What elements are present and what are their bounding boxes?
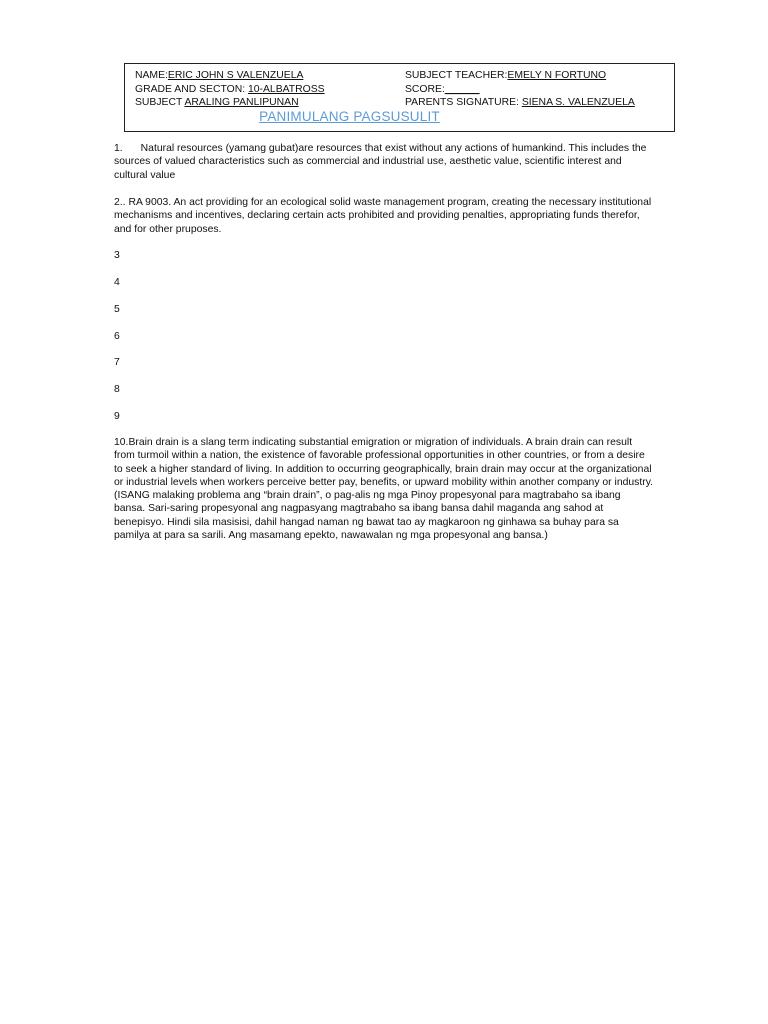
grade-row — [135, 83, 325, 96]
answer-10: 10.Brain drain is a slang term indicating substantial emigration or migration of individuals. A brain drain can result from turmoil within a nation, the existence of favorable professional opportunities in other countries, or from a desire to seek a higher standard of living. In addition to occurring geographically, brain drain may occur at the organizational or industrial levels when workers perceive better pay, benefits, or upward mobility within another company or industry. (ISANG malaking problema ang “brain drain”, o pag-alis ng mga Pinoy propesyonal para magtrabaho sa ibang bansa. Sari-saring propesyonal ang nagpasyang magtrabaho sa ibang bansa dahil maganda ang sahod at benepisyo. Hindi sila masisisi, dahil hangad naman ng bawat tao ay magkaroon ng ginhawa sa buhay para sa pamilya at para sa sarili. Ang masamang epekto, nawawalan ng mga propesyonal ang bansa.) — [114, 437, 654, 542]
item-number-3: 3 — [114, 250, 120, 261]
answer-1 — [114, 142, 654, 182]
score-label: SCORE: — [405, 84, 445, 95]
parents-signature-row — [405, 96, 635, 109]
document-title-text: PANIMULANG PAGSUSULIT — [259, 109, 440, 124]
answer-1-text: Natural resources (yamang gubat)are resources that exist without any actions of humankind. This includes the sources of valued characteristics such as commercial and industrial use, aesthetic value, scientific interest and cultural value — [114, 143, 647, 181]
student-info-box — [124, 63, 675, 132]
item-number-9: 9 — [114, 411, 120, 422]
name-value: ERIC JOHN S VALENZUELA — [167, 70, 304, 81]
item-number-6: 6 — [114, 331, 120, 342]
subject-value: ARALING PANLIPUNAN — [184, 97, 299, 108]
name-row — [135, 69, 303, 82]
answer-2: 2.. RA 9003. An act providing for an ecological solid waste management program, creating the necessary institutional mechanisms and incentives, declaring certain acts prohibited and providing penalties, appropriating funds therefor, and for other pruposes. — [114, 197, 652, 235]
parents-signature-label: PARENTS SIGNATURE: — [405, 97, 522, 108]
answer-1-number: 1. — [114, 143, 123, 154]
item-number-5: 5 — [114, 304, 120, 315]
grade-label: GRADE AND SECTON: — [135, 84, 248, 95]
grade-value: 10-ALBATROSS — [247, 84, 325, 95]
teacher-row — [405, 69, 606, 82]
item-number-7: 7 — [114, 357, 120, 368]
score-value: ______ — [444, 84, 480, 95]
item-number-8: 8 — [114, 384, 120, 395]
document-title — [125, 109, 674, 124]
parents-signature-value: SIENA S. VALENZUELA — [521, 97, 635, 108]
subject-label: SUBJECT — [135, 97, 185, 108]
item-number-4: 4 — [114, 277, 120, 288]
score-row — [405, 83, 480, 96]
subject-row — [135, 96, 299, 109]
teacher-label: SUBJECT TEACHER: — [405, 70, 508, 81]
teacher-value: EMELY N FORTUNO — [507, 70, 607, 81]
name-label: NAME: — [135, 70, 168, 81]
